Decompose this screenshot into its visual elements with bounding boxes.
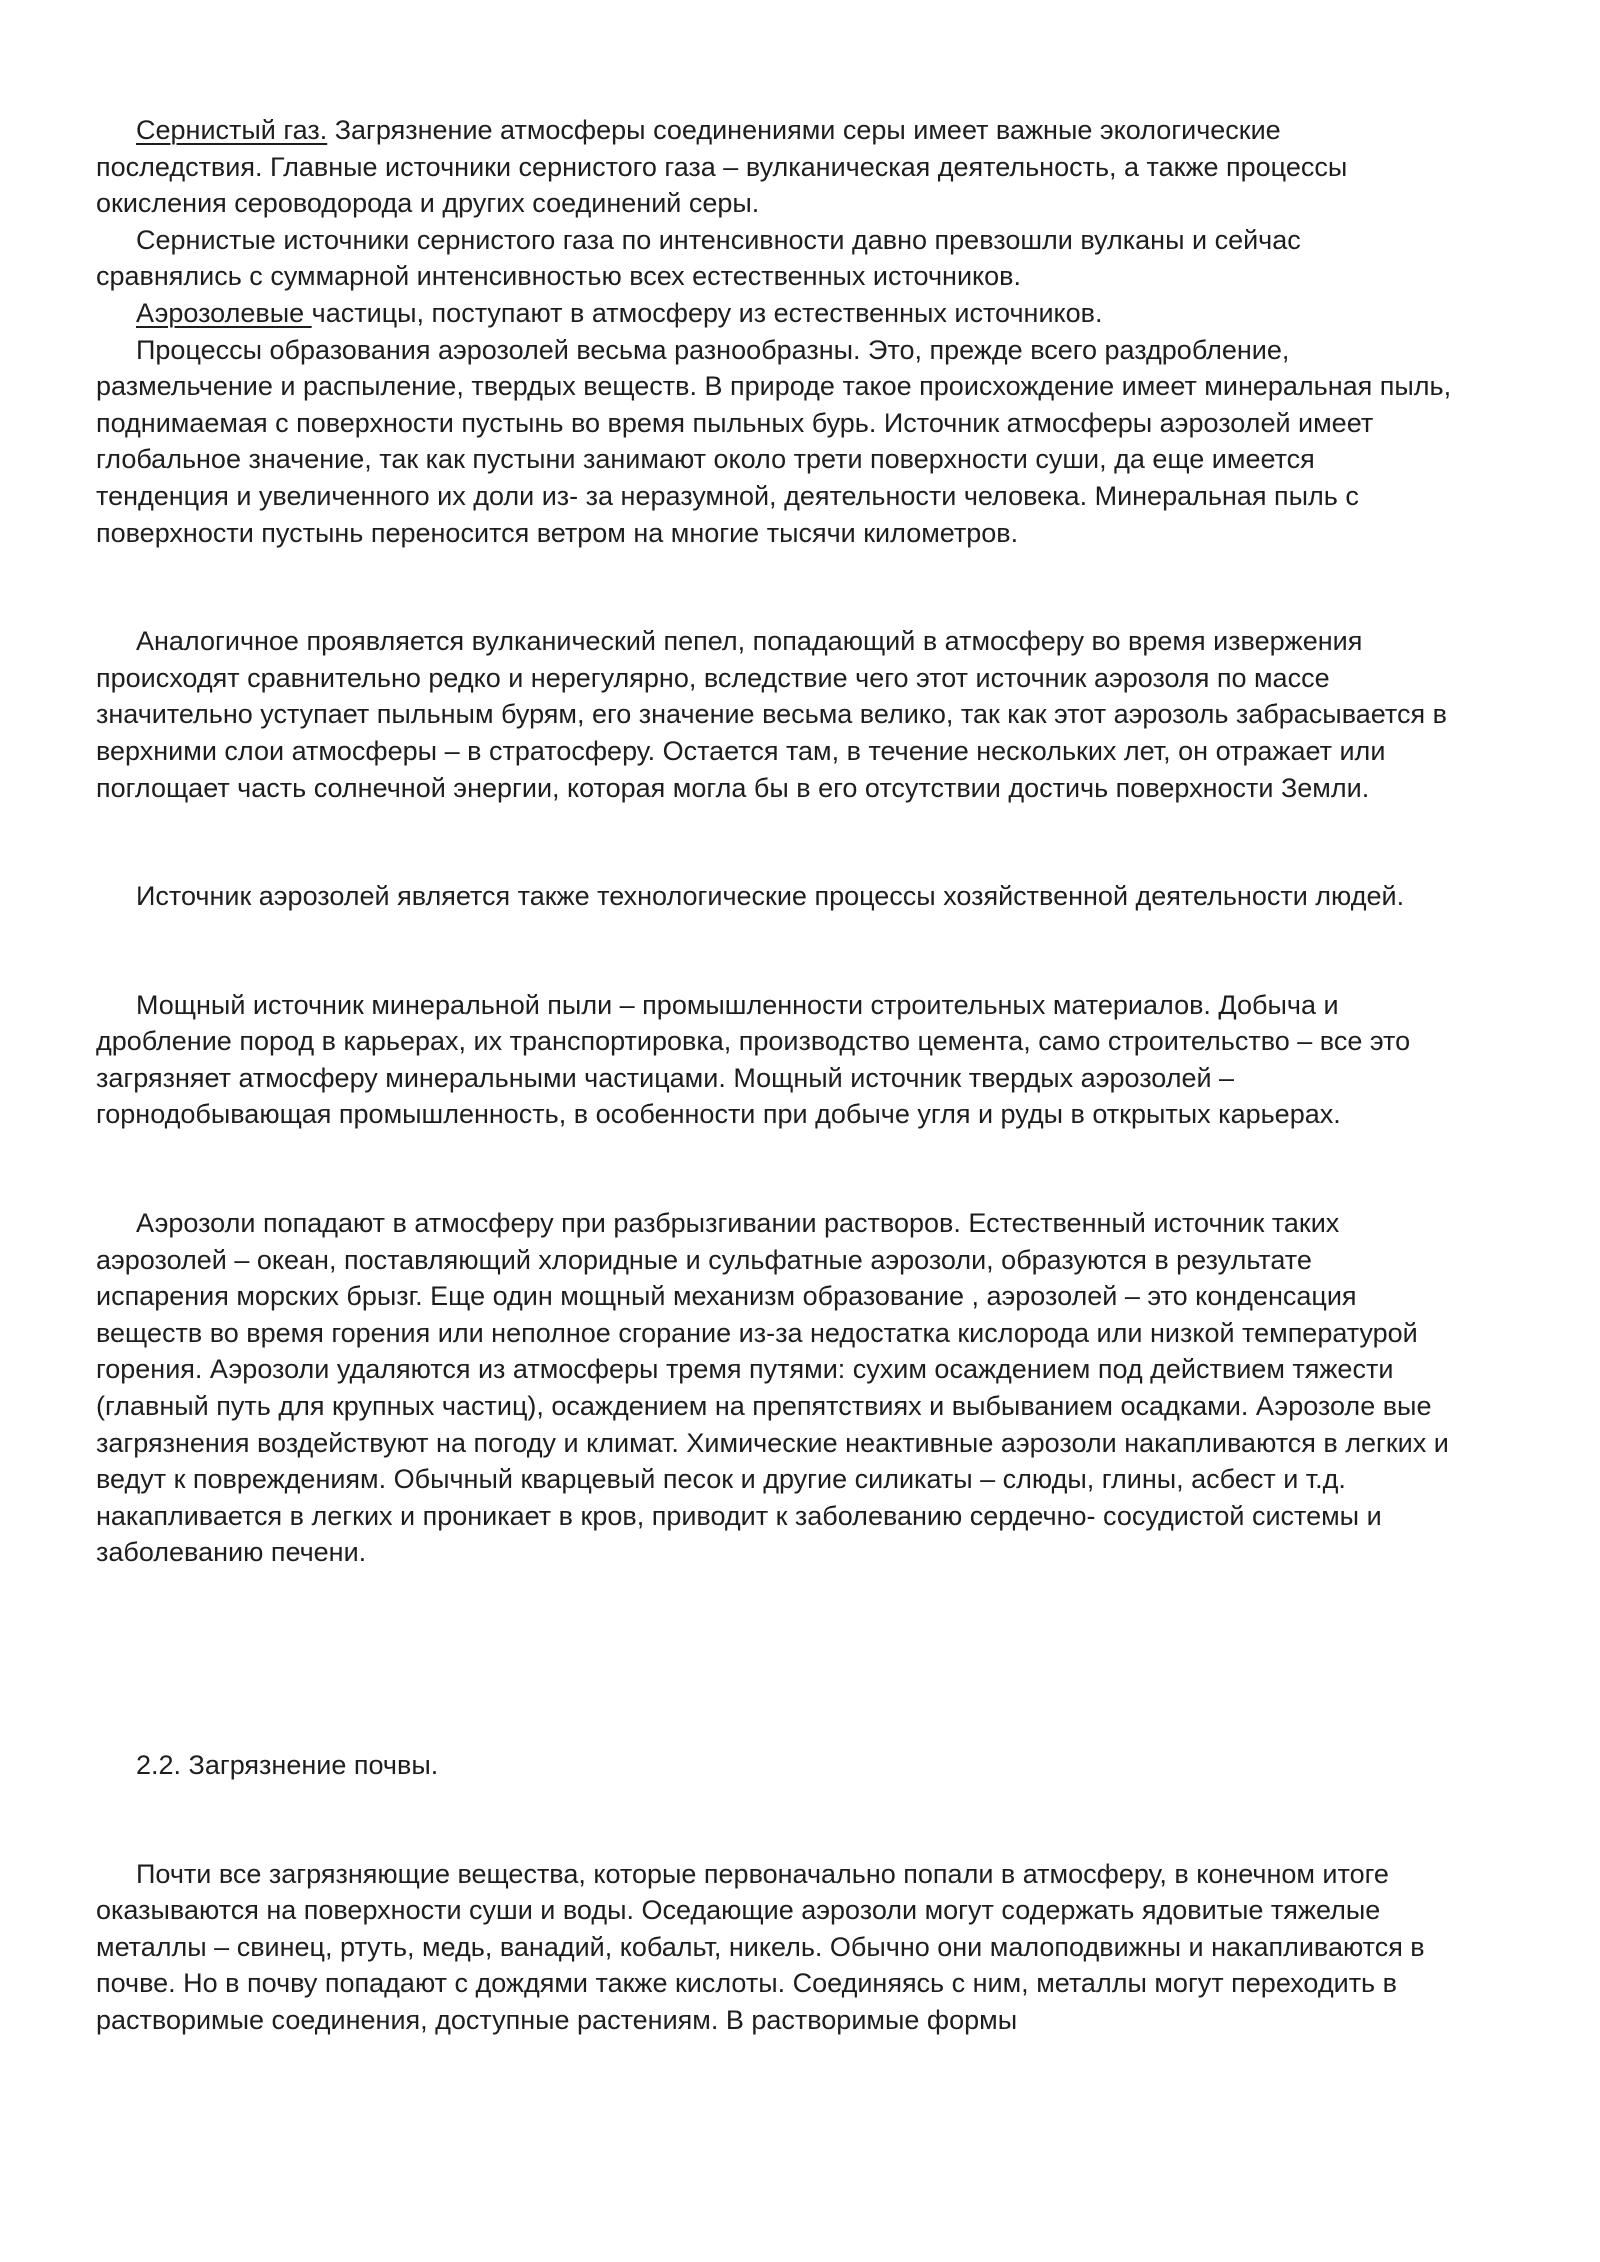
paragraph-text: Почти все загрязняющие вещества, которые первоначально попали в атмосферу, в конечном итоге оказываются на поверхности суши и воды. Оседающие аэрозоли могут содержать ядовитые тяжелые металлы – свинец, ртуть, медь, ванадий, кобальт, никель. Обычно они малоподвижны и накапливаются в почве. Но в почву попадают с дождями также кислоты. Соединяясь с ним, металлы могут переходить в растворимые соединения, доступные растениям. В растворимые формы bbox=[96, 1858, 1425, 2035]
paragraph-technological-sources bbox=[96, 878, 1452, 915]
paragraph-sulfur-sources bbox=[96, 222, 1452, 295]
paragraph-soil-pollutants bbox=[96, 1856, 1452, 2039]
paragraph-volcanic-ash bbox=[96, 623, 1452, 806]
paragraph-aerosol-formation bbox=[96, 332, 1452, 552]
paragraph-text: Процессы образования аэрозолей весьма разнообразны. Это, прежде всего раздробление, размельчение и распыление, твердых веществ. В природе такое происхождение имеет минеральная пыль, поднимаемая с поверхности пустынь во время пыльных бурь. Источник атмосферы аэрозолей имеет глобальное значение, так как пустыни занимают около трети поверхности суши, да еще имеется тенденция и увеличенного их доли из- за неразумной, деятельности человека. Минеральная пыль с поверхности пустынь переносится ветром на многие тысячи километров. bbox=[96, 334, 1452, 548]
paragraph-text: Аналогичное проявляется вулканический пепел, попадающий в атмосферу во время извержения происходят сравнительно редко и нерегулярно, вследствие чего этот источник аэрозоля по массе значительно уступает пыльным бурям, его значение весьма велико, так как этот аэрозоль забрасывается в верхними слои атмосферы – в стратосферу. Остается там, в течение нескольких лет, он отражает или поглощает часть солнечной энергии, которая могла бы в его отсутствии достичь поверхности Земли. bbox=[96, 626, 1447, 803]
paragraph-text: Сернистые источники сернистого газа по интенсивности давно превзошли вулканы и сейчас сравнялись с суммарной интенсивностью всех естественных источников. bbox=[96, 224, 1301, 292]
paragraph-aerosol-solutions bbox=[96, 1205, 1452, 1571]
paragraph-text: Мощный источник минеральной пыли – промышленности строительных материалов. Добыча и дробление пород в карьерах, их транспортировка, производство цемента, само строительство – все это загрязняет атмосферу минеральными частицами. Мощный источник твердых аэрозолей – горнодобывающая промышленность, в особенности при добыче угля и руды в открытых карьерах. bbox=[96, 989, 1411, 1130]
paragraph-aerosol-particles bbox=[96, 295, 1452, 332]
paragraph-text: Аэрозоли попадают в атмосферу при разбрызгивании растворов. Естественный источник таких аэрозолей – океан, поставляющий хлоридные и сульфатные аэрозоли, образуются в результате испарения морских брызг. Еще один мощный механизм образование , аэрозолей – это конденсация веществ во время горения или неполное сгорание из-за недостатка кислорода или низкой температурой горения. Аэрозоли удаляются из атмосферы тремя путями: сухим осаждением под действием тяжести (главный путь для крупных частиц), осаждением на препятствиях и выбыванием осадками. Аэрозоле вые загрязнения воздействуют на погоду и климат. Химические неактивные аэрозоли накапливаются в легких и ведут к повреждениям. Обычный кварцевый песок и другие силикаты – слюды, глины, асбест и т.д. накапливается в легких и проникает в кров, приводит к заболеванию сердечно- сосудистой системы и заболеванию печени. bbox=[96, 1208, 1449, 1568]
heading-text: 2.2. Загрязнение почвы. bbox=[136, 1750, 439, 1780]
paragraph-mineral-dust bbox=[96, 987, 1452, 1133]
term-aerosol: Аэрозолевые bbox=[136, 297, 312, 328]
paragraph-text: частицы, поступают в атмосферу из естественных источников. bbox=[311, 297, 1103, 328]
section-heading-soil-pollution bbox=[96, 1747, 1452, 1784]
paragraph-sulfur-gas bbox=[96, 112, 1452, 222]
paragraph-text: Загрязнение атмосферы соединениями серы имеет важные экологические последствия. Главные источники сернистого газа – вулканическая деятельность, а также процессы окисления сероводорода и других соединений серы. bbox=[96, 115, 1348, 219]
document-body bbox=[96, 112, 1452, 2039]
paragraph-text: Источник аэрозолей является также технологические процессы хозяйственной деятельности людей. bbox=[136, 881, 1405, 912]
term-sulfur-gas: Сернистый газ. bbox=[136, 115, 328, 145]
